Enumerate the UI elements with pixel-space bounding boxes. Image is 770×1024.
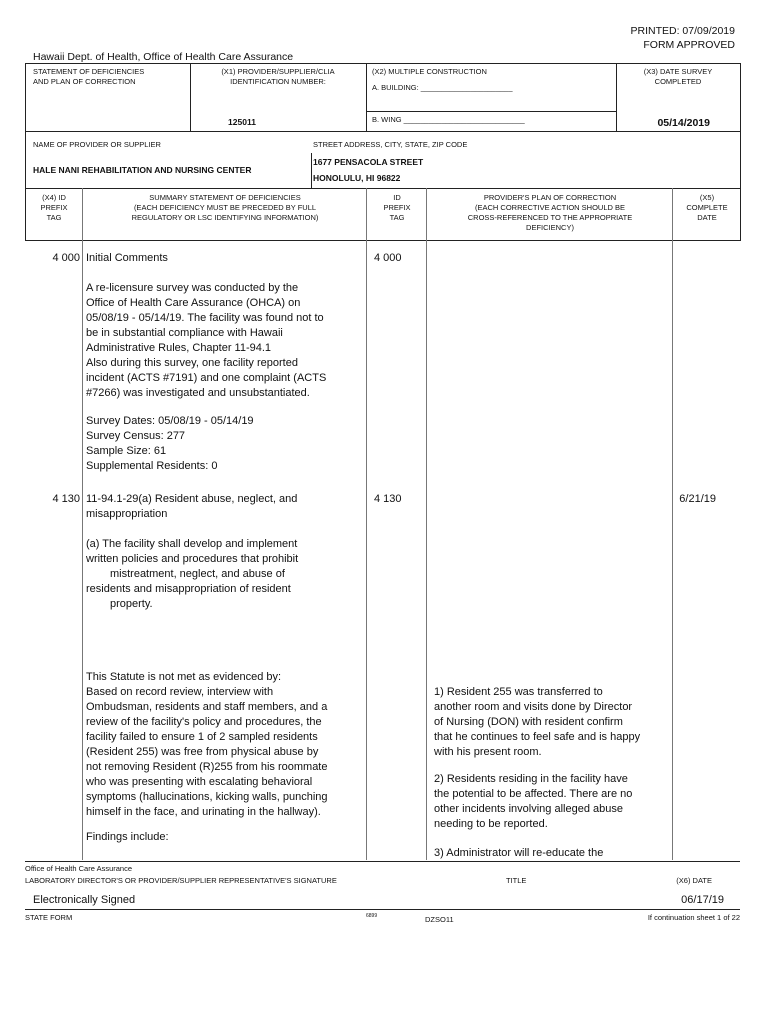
rule-top <box>25 63 740 64</box>
col-id-header: ID PREFIX TAG <box>383 193 411 222</box>
col-divider-3 <box>426 188 427 860</box>
rule-footer-bottom <box>25 909 740 910</box>
form-id: DZSO11 <box>425 915 454 924</box>
e2-text-findings: Findings include: <box>86 831 169 843</box>
e1-id: 4 000 <box>374 252 402 264</box>
e1-title: Initial Comments <box>86 252 168 264</box>
rule-provider-bottom <box>25 188 740 189</box>
e1-text-survey: A re-licensure survey was conducted by the Office of Health Care Assurance (OHCA) on 05/08/19 - 05/14/19. The facility was found not to be in substantial compliance with Hawaii Administrative Rules, Chapter 11-94.1 Also during this survey, one facility reported incident (ACTS #7191) and one complaint (ACTS #7266) was investigated and unsubstantiated. <box>86 282 327 399</box>
title-label: TITLE <box>506 876 527 885</box>
col-divider-4 <box>672 188 673 860</box>
statement-label: STATEMENT OF DEFICIENCIES AND PLAN OF CORRECTION <box>33 67 145 86</box>
col-plan-header: PROVIDER'S PLAN OF CORRECTION (EACH CORRECTIVE ACTION SHOULD BE CROSS-REFERENCED TO THE APPROPRIATE DEFICIENCY) <box>467 193 633 232</box>
e1-text-dates: Survey Dates: 05/08/19 - 05/14/19 Survey Census: 277 Sample Size: 61 Supplemental Residents: 0 <box>86 415 254 472</box>
rule-headers-bottom <box>25 240 740 241</box>
e2-tag: 4 130 <box>52 493 80 505</box>
divider-x3 <box>616 63 617 131</box>
rule-top-box-bottom <box>25 131 740 132</box>
continuation-sheet: If continuation sheet 1 of 22 <box>647 913 740 922</box>
address-line-1: 1677 PENSACOLA STREET <box>313 157 424 167</box>
e2-id: 4 130 <box>374 493 402 505</box>
rule-footer-top <box>25 861 740 862</box>
border-right <box>740 63 741 241</box>
x3-value: 05/14/2019 <box>657 117 710 129</box>
e2-text-regulation: (a) The facility shall develop and implement written policies and procedures that prohibit <box>86 538 299 565</box>
plan-item-1: 1) Resident 255 was transferred to another room and visits done by Director of Nursing (DON) with resident confirm that he continues to feel safe and is happy with his present room. <box>434 686 641 758</box>
signature-label: LABORATORY DIRECTOR'S OR PROVIDER/SUPPLIER REPRESENTATIVE'S SIGNATURE <box>25 876 337 885</box>
provider-name: HALE NANI REHABILITATION AND NURSING CENTER <box>33 165 252 175</box>
e2-title: 11-94.1-29(a) Resident abuse, neglect, and misappropriation <box>86 493 298 520</box>
address-label: STREET ADDRESS, CITY, STATE, ZIP CODE <box>313 140 468 149</box>
printed-date: PRINTED: 07/09/2019 <box>630 25 735 37</box>
e2-text-findings-summary: This Statute is not met as evidenced by: Based on record review, interview with Ombudsman, residents and staff members, and a review of the facility's policy and procedures, the facility failed to ensure 1 of 2 sampled residents (Resident 255) was free from physical abuse by not removing Resident (R)255 from his roommate who was presenting with escalating behavioral symptoms (hallucinations, kicking walls, punching himself in the face, and urinating in the hallway). <box>86 671 328 818</box>
e2-text-regulation-2: mistreatment, neglect, and abuse of <box>110 568 285 580</box>
col-x4-header: (X4) ID PREFIX TAG <box>40 193 68 222</box>
divider-x1 <box>190 63 191 131</box>
e1-tag: 4 000 <box>52 252 80 264</box>
col-divider-1 <box>82 188 83 860</box>
divider-x2 <box>366 63 367 131</box>
e2-text-regulation-4: property. <box>110 598 153 610</box>
col-x5-header: (X5) COMPLETE DATE <box>686 193 728 222</box>
e2-text-regulation-3: residents and misappropriation of resident <box>86 583 291 595</box>
signature-date: 06/17/19 <box>681 894 724 906</box>
form-approved: FORM APPROVED <box>643 39 735 51</box>
plan-item-3: 3) Administrator will re-educate the <box>434 847 604 859</box>
col-divider-2 <box>366 188 367 860</box>
address-line-2: HONOLULU, HI 96822 <box>313 173 401 183</box>
x6-date-label: (X6) DATE <box>676 876 712 885</box>
divider-address <box>311 153 312 188</box>
state-form-label: STATE FORM <box>25 913 73 922</box>
wing-line: B. WING _____________________________ <box>372 115 525 124</box>
col-summary-header: SUMMARY STATEMENT OF DEFICIENCIES (EACH DEFICIENCY MUST BE PRECEDED BY FULL REGULATORY OR LSC IDENTIFYING INFORMATION) <box>131 193 319 222</box>
plan-item-2: 2) Residents residing in the facility have the potential to be affected. There are no other incidents involving alleged abuse needing to be reported. <box>434 773 633 830</box>
electronic-signature: Electronically Signed <box>33 894 136 906</box>
agency-name: Hawaii Dept. of Health, Office of Health Care Assurance <box>33 51 294 63</box>
rule-wing <box>366 111 616 112</box>
e2-complete-date: 6/21/19 <box>679 493 716 505</box>
provider-name-label: NAME OF PROVIDER OR SUPPLIER <box>33 140 161 149</box>
x1-label: (X1) PROVIDER/SUPPLIER/CLIA IDENTIFICATION NUMBER: <box>221 67 335 86</box>
building-line: A. BUILDING: ______________________ <box>372 83 513 92</box>
x1-value: 125011 <box>228 117 256 127</box>
x3-label: (X3) DATE SURVEY COMPLETED <box>643 67 713 86</box>
x2-label: (X2) MULTIPLE CONSTRUCTION <box>372 67 487 76</box>
form-code: 6899 <box>366 913 378 919</box>
office-label: Office of Health Care Assurance <box>25 864 132 873</box>
